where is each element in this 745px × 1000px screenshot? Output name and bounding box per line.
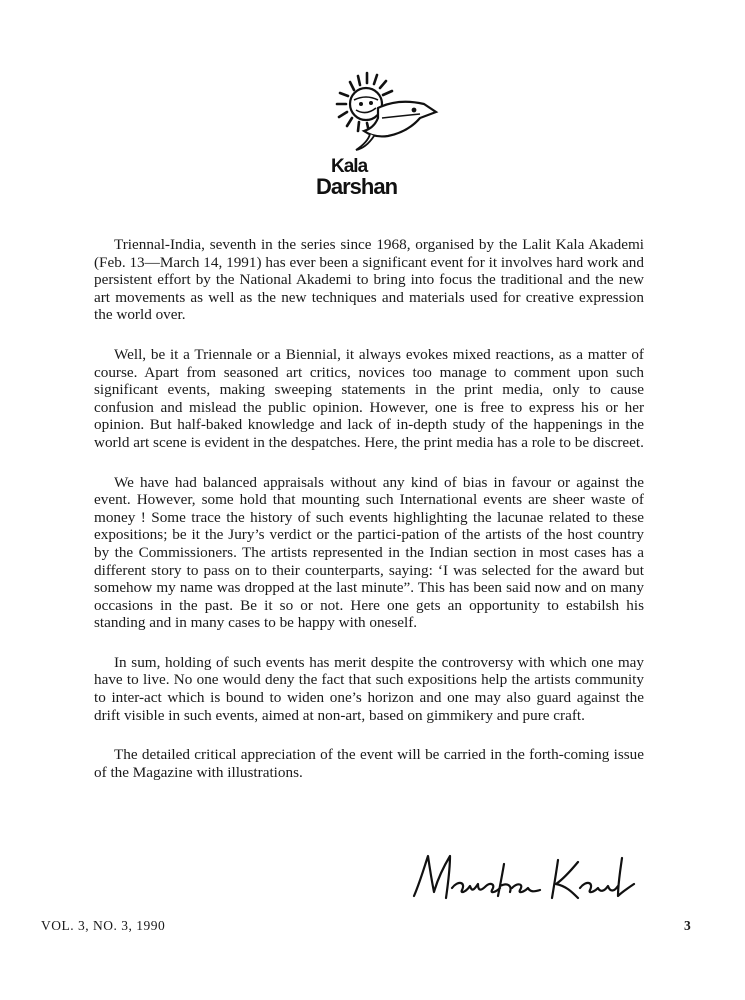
kala-darshan-logo [316, 158, 428, 198]
footer-volume: VOL. 3, NO. 3, 1990 [41, 918, 166, 933]
paragraph-2: Well, be it a Triennale or a Biennial, it always evokes mixed reactions, as a matter of course. Apart from seasoned art critics, novices too manage to comment upon such significant events, making sweeping statements in the print media, only to cause confusion and mislead the public opinion. However, one is free to express his or her opinion. But half-baked knowledge and lack of in-depth study of the happenings in the world art scene is evident in the despatches. Here, the print media has a role to be discreet. [94, 345, 644, 451]
logo-word-darshan: Darshan [316, 174, 398, 199]
editor-signature [408, 848, 638, 906]
paragraph-5: The detailed critical appreciation of the event will be carried in the forth-coming issue of the Magazine with illustrations. [94, 746, 644, 781]
logo-word-kala: Kala [331, 156, 368, 177]
paragraph-1: Triennal-India, seventh in the series since 1968, organised by the Lalit Kala Akademi (Feb. 13—March 14, 1991) has ever been a significant event for it involves hard work and persistent effort by the National Akademi to bring into focus the traditional and the new art movements as well as the new techniques and materials used for creative expression the world over. [94, 236, 644, 324]
paragraph-3: We have had balanced appraisals without any kind of bias in favour or against the event. However, some hold that mounting such International events are sheer waste of money ! Some trace the history of such events highlighting the lacunae related to these expositions; be it the Jury’s verdict or the partici-pation of the artists of the host country by the Commissioners. The artists represented in the Indian section in most cases has a different story to pass on to their counterparts, saying: ‘I was selected for the award but somehow my name was dropped at the last minute”. This has been said now and on many occasions in the past. Be it so or not. Here one gets an opportunity to estabilsh his standing and in many cases to be happy with oneself. [94, 473, 644, 632]
page-number: 3 [684, 918, 691, 933]
editorial-body [94, 236, 644, 803]
kala-darshan-emblem [316, 58, 444, 158]
paragraph-4: In sum, holding of such events has merit despite the controversy with which one may have to live. No one would deny the fact that such expositions help the artists community to inter-act which is bound to widen one’s horizon and one may also guard against the drift visible in such events, aimed at non-art, based on gimmikery and pure craft. [94, 653, 644, 724]
